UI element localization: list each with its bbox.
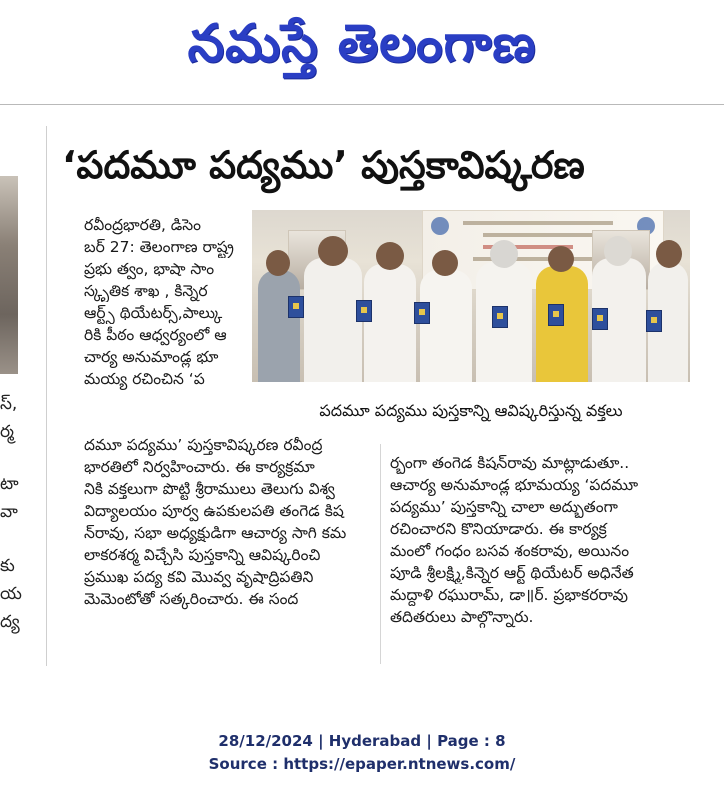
person-head <box>490 240 518 268</box>
body-line: న్‌రావు, సభా అధ్యక్షుడిగా ఆచార్య సాగి కమ <box>84 524 347 542</box>
banner-text-line <box>483 233 593 237</box>
article-headline: ‘పదమూ పద్యము’ పుస్తకావిష్కరణ <box>62 143 585 187</box>
person-head <box>604 236 632 266</box>
left-text-fragment: య <box>0 584 22 604</box>
column-divider <box>46 126 47 666</box>
book-icon <box>592 308 608 330</box>
left-text-fragment: ర్మ <box>0 422 14 442</box>
book-icon <box>288 296 304 318</box>
person <box>420 270 472 382</box>
person-head <box>266 250 290 276</box>
person <box>304 258 362 382</box>
body-line: ర్భంగా తంగెడ కిషన్‌రావు మాట్లాడుతూ.. <box>390 454 630 472</box>
masthead-logo: నమస్తే తెలంగాణ <box>187 13 537 74</box>
person-head <box>376 242 404 270</box>
photo-caption: పదమూ పద్యము పుస్తకాన్ని ఆవిష్కరిస్తున్న వక్తలు <box>319 400 623 420</box>
body-line: తదితరులు పాల్గొన్నారు. <box>390 608 534 626</box>
person-head <box>432 250 458 276</box>
body-line: బర్ 27: తెలంగాణ రాష్ట్ర <box>84 238 234 256</box>
masthead-rule <box>0 104 724 105</box>
body-line: ప్రముఖ పద్య కవి మొవ్వ వృషాద్రిపతిని <box>84 568 314 586</box>
person <box>364 264 416 382</box>
body-line: నికి వక్తలుగా పొట్టి శ్రీరాములు తెలుగు విశ్వ <box>84 480 335 498</box>
left-text-fragment: ద్య <box>0 612 20 632</box>
banner-text-line <box>463 221 613 225</box>
left-text-fragment: టా <box>0 474 19 494</box>
left-text-fragment: వా <box>0 502 18 522</box>
left-photo-fragment <box>0 176 18 374</box>
body-line: ఆచార్య అనుమాండ్ల భూమయ్య ‘పదమూ <box>390 476 639 494</box>
book-icon <box>548 304 564 326</box>
article-photo <box>252 210 690 382</box>
left-text-fragment: స్, <box>0 394 18 414</box>
left-column-fragment <box>0 104 46 664</box>
banner-emblem <box>431 217 449 235</box>
body-line: పద్యము’ పుస్తకాన్ని చాలా అద్భుతంగా <box>390 498 618 516</box>
book-icon <box>356 300 372 322</box>
person <box>258 270 300 382</box>
article-column-2 <box>390 452 694 628</box>
person-head <box>548 246 574 272</box>
body-line: ప్రభు త్వం, భాషా సాం <box>84 260 215 278</box>
left-text-fragment: కు <box>0 556 15 576</box>
body-line: స్కృతిక శాఖ , కిన్నెర <box>84 282 208 300</box>
footer-dateline: 28/12/2024 | Hyderabad | Page : 8 <box>218 732 506 750</box>
footer-source: Source : https://epaper.ntnews.com/ <box>208 755 516 773</box>
person-head <box>656 240 682 268</box>
body-line: దమూ పద్యము’ పుస్తకావిష్కరణ రవీంద్ర <box>84 436 323 454</box>
body-line: మెమెంటోతో సత్కరించారు. ఈ సంద <box>84 590 299 608</box>
body-line: పూడి శ్రీలక్ష్మి,కిన్నెర ఆర్ట్ థియేటర్ అధినేత <box>390 564 634 582</box>
body-line: భారతిలో నిర్వహించారు. ఈ కార్యక్రమా <box>84 458 315 476</box>
body-line: చార్య అనుమాండ్ల భూ <box>84 348 219 366</box>
body-line: ఆర్ట్స్ థియేటర్స్,పాల్కు <box>84 304 223 322</box>
body-line: రచించారని కొనియాడారు. ఈ కార్యక్ర <box>390 520 607 538</box>
book-icon <box>492 306 508 328</box>
book-icon <box>414 302 430 324</box>
body-line: లాకరశర్మ విచ్చేసి పుస్తకాన్ని ఆవిష్కరించి <box>84 546 321 564</box>
article-column-1-bottom <box>84 434 376 610</box>
masthead <box>0 0 724 100</box>
body-line: మద్దాళి రఘురామ్, డా॥ర్. ప్రభాకరరావు <box>390 586 628 604</box>
column-divider <box>380 444 381 664</box>
article-column-1-top <box>84 214 246 390</box>
body-line: విద్యాలయం పూర్వ ఉపకులపతి తంగెడ కిష <box>84 502 344 520</box>
body-line: రవీంద్రభారతి, డిసెం <box>84 216 202 234</box>
book-icon <box>646 310 662 332</box>
body-line: మంలో గంధం బసవ శంకరావు, అయినం <box>390 542 630 560</box>
person-head <box>318 236 348 266</box>
body-line: రికి పీఠం ఆధ్వర్యంలో ఆ <box>84 326 227 344</box>
body-line: మయ్య రచించిన ‘ప <box>84 370 205 388</box>
